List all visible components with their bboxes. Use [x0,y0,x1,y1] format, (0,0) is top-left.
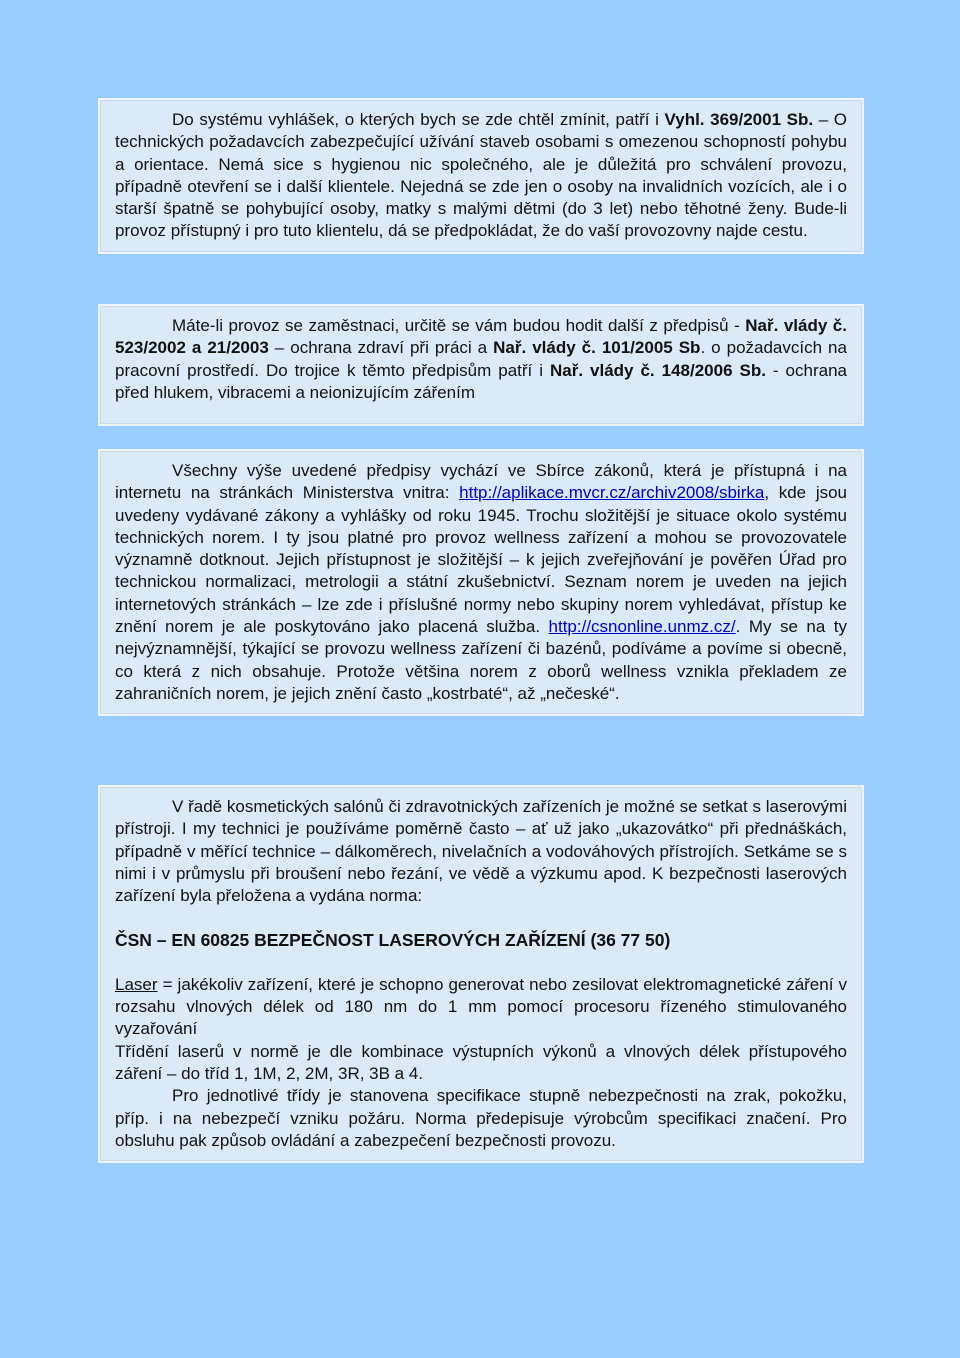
hyperlink[interactable]: http://aplikace.mvcr.cz/archiv2008/sbirka [459,483,765,503]
text-run: Pro jednotlivé třídy je stanovena specifikace stupně nebezpečnosti na zrak, pokožku, příp. i na nebezpečí vzniku požáru. Norma předepisuje výrobcům specifikaci značení. Pro obsluhu pak způsob ovládání a zabezpečení bezpečnosti provozu. [115,1086,847,1150]
bold-reference: Vyhl. 369/2001 Sb. [664,110,814,129]
spacer [115,952,847,974]
bold-reference: Nař. vlády č. 523/2002 a 21/2003 [115,316,847,358]
spacer [115,907,847,929]
paragraph-laser-classes [115,1041,847,1086]
text-run: , kde jsou uvedeny vydávané zákony a vyhlášky od roku 1945. Trochu složitější je situace okolo systému technických norem. I ty jsou platné pro provoz wellness zařízení a mohou se provozovatele významně dotknout. Jejich přístupnost je složitější – k jejich zveřejňování je pověřen Úřad pro technickou normalizaci, metrologii a státní zkušebnictví. Seznam norem je uveden na jejich internetových stránkách – lze zde i příslušné normy nebo skupiny norem vyhledávat, přístup ke znění norem je ale poskytováno jako placená služba. [115,483,847,637]
paragraph-lasers-intro [115,796,847,907]
bold-reference: Nař. vlády č. 148/2006 Sb. [550,360,766,380]
paragraph-sources [115,460,847,705]
text-box-lasers [100,787,862,1161]
underlined-term: Laser [115,974,158,994]
hyperlink[interactable]: http://csnonline.unmz.cz/ [548,617,736,637]
text-run: = jakékoliv zařízení, které je schopno generovat nebo zesilovat elektromagnetické záření v rozsahu vlnových délek od 180 nm do 1 mm pomocí procesoru řízeného stimulovaného vyzařování [115,974,847,1039]
bold-reference: Nař. vlády č. 101/2005 Sb [493,338,701,358]
text-run: Všechny výše uvedené předpisy vychází ve Sbírce zákonů, která je přístupná i na internetu na stránkách Ministerstva vnitra: [115,461,847,503]
text-box-sources [100,451,862,714]
paragraph-laser-safety [115,1085,847,1152]
text-run: – ochrana zdraví při práci a [268,338,494,358]
text-run: Do systému vyhlášek, o kterých bych se zde chtěl zmínit, patří i [172,110,665,129]
text-box-accessibility [100,100,862,252]
text-run: Máte-li provoz se zaměstnaci, určitě se vám budou hodit další z předpisů - [172,316,746,335]
text-box-employees [100,306,862,424]
text-run: Třídění laserů v normě je dle kombinace výstupních výkonů a vlnových délek přístupového záření – do tříd 1, 1M, 2, 2M, 3R, 3B a 4. [115,1041,847,1083]
paragraph-accessibility [115,109,847,243]
text-run: - ochrana před hlukem, vibracemi a neionizujícím zářením [115,360,847,402]
norm-heading: ČSN – EN 60825 BEZPEČNOST LASEROVÝCH ZAŘÍZENÍ (36 77 50) [115,930,671,951]
text-run: . My se na ty nejvýznamnější, týkající se provozu wellness zařízení či bazénů, podíváme a povíme si obecně, co která z nich obsahuje. Protože většina norem z oborů wellness vznikla překladem ze zahraničních norem, je jejich znění často „kostrbaté“, až „nečeské“. [115,617,847,703]
paragraph-laser-definition [115,974,847,1041]
text-run: – O technických požadavcích zabezpečující užívání staveb osobami s omezenou schopností pohybu a orientace. Nemá sice s hygienou nic společného, ale je důležitá pro schválení provozu, případně otevření se i další klientele. Nejedná se zde jen o osoby na invalidních vozících, ale i o starší špatně se pohybující osoby, matky s malými dětmi (do 3 let) nebo těhotné ženy. Bude-li provoz přístupný i pro tuto klientelu, dá se předpokládat, že do vaší provozovny najde cestu. [115,110,848,241]
text-run: V řadě kosmetických salónů či zdravotnických zařízeních je možné se setkat s laserovými přístroji. I my technici je používáme poměrně často – ať už jako „ukazovátko“ při přednáškách, případně v měřící technice – dálkoměrech, nivelačních a vodováhových přístrojích. Setkáme se s nimi i v průmyslu při broušení nebo řezání, ve vědě a výzkumu apod. K bezpečnosti laserových zařízení byla přeložena a vydána norma: [115,797,847,906]
paragraph-employees [115,315,847,404]
text-run: . o požadavcích na pracovní prostředí. Do trojice k těmto předpisům patří i [115,338,847,380]
